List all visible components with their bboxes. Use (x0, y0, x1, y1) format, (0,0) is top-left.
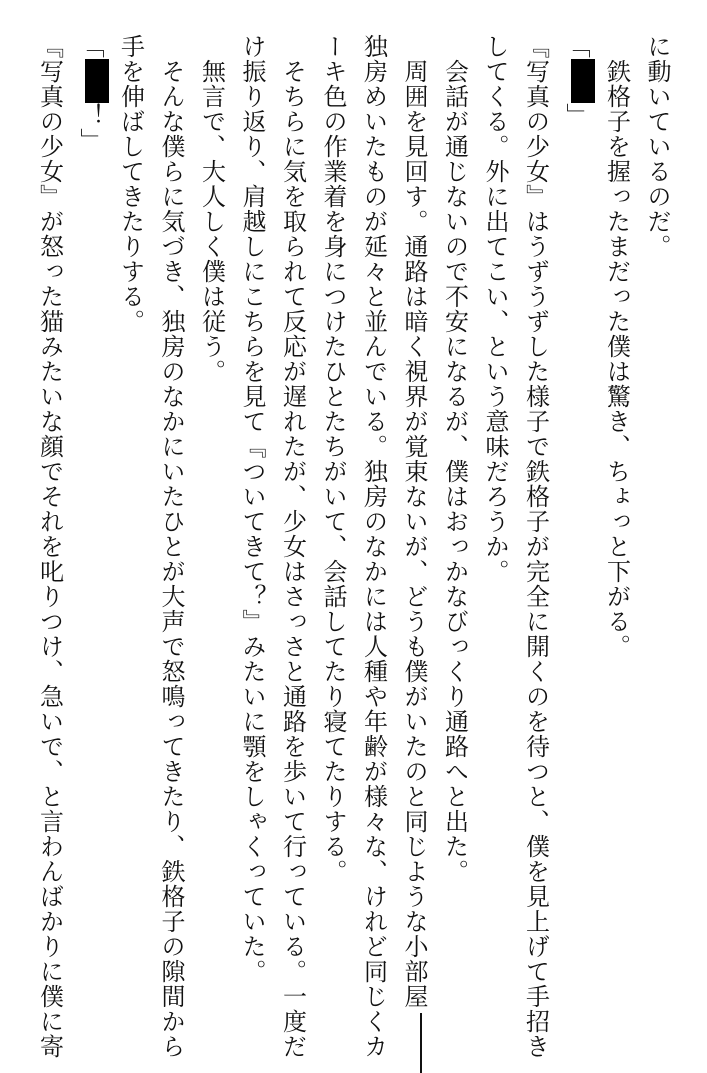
text-line: 独房めいたものが延々と並んでいる。独房のなかには人種や年齢が様々な、けれど同じくカ (359, 34, 388, 1059)
text-line: け振り返り、肩越しにこちらを見て『ついてきて？』みたいに顎をしゃくっていた。 (238, 34, 266, 984)
text-line: してくる。外に出てこい、という意味だろうか。 (481, 34, 509, 584)
text-segment: 周囲を見回す。通路は暗く視界が覚束ないが、どうも僕がいたのと同じような小部屋 (400, 34, 428, 1009)
close-quote: 」 (562, 103, 590, 128)
text-line: 鉄格子を握ったまだった僕は驚き、ちょっと下がる。 (602, 34, 631, 659)
text-line: 『写真の少女』が怒った猫みたいな顔でそれを叱りつけ、急いで、と言わんばかりに僕に寄 (35, 34, 64, 1059)
open-quote: 「 (562, 34, 590, 59)
text-line: 手を伸ばしてきたりする。 (116, 34, 145, 334)
close-quote: ！」 (76, 103, 104, 153)
text-line: そんな僕らに気づき、独房のなかにいたひとが大声で怒鳴ってきたり、鉄格子の隙間から (157, 34, 185, 1059)
dialogue-line (70, 34, 111, 974)
text-line: に動いているのだ。 (643, 34, 671, 259)
text-line-with-dash (394, 34, 435, 1009)
vertical-text-body (29, 34, 677, 1059)
dialogue-line (556, 34, 597, 974)
redacted-block (85, 59, 109, 103)
text-line: 無言で、大人しく僕は従う。 (197, 34, 226, 384)
text-line: ーキ色の作業着を身につけたひとたちがいて、会話してたり寝てたりする。 (319, 34, 347, 884)
text-line: 『写真の少女』はうずうずした様子で鉄格子が完全に開くのを待つと、僕を見上げて手招き (521, 34, 550, 1059)
open-quote: 「 (76, 34, 104, 59)
em-dash-line (420, 1013, 422, 1073)
text-line: そちらに気を取られて反応が遅れたが、少女はさっさと通路を歩いて行っている。一度だ (278, 34, 307, 1059)
redacted-block (571, 59, 595, 103)
text-line: 会話が通じないので不安になるが、僕はおっかなびっくり通路へと出た。 (440, 34, 469, 884)
